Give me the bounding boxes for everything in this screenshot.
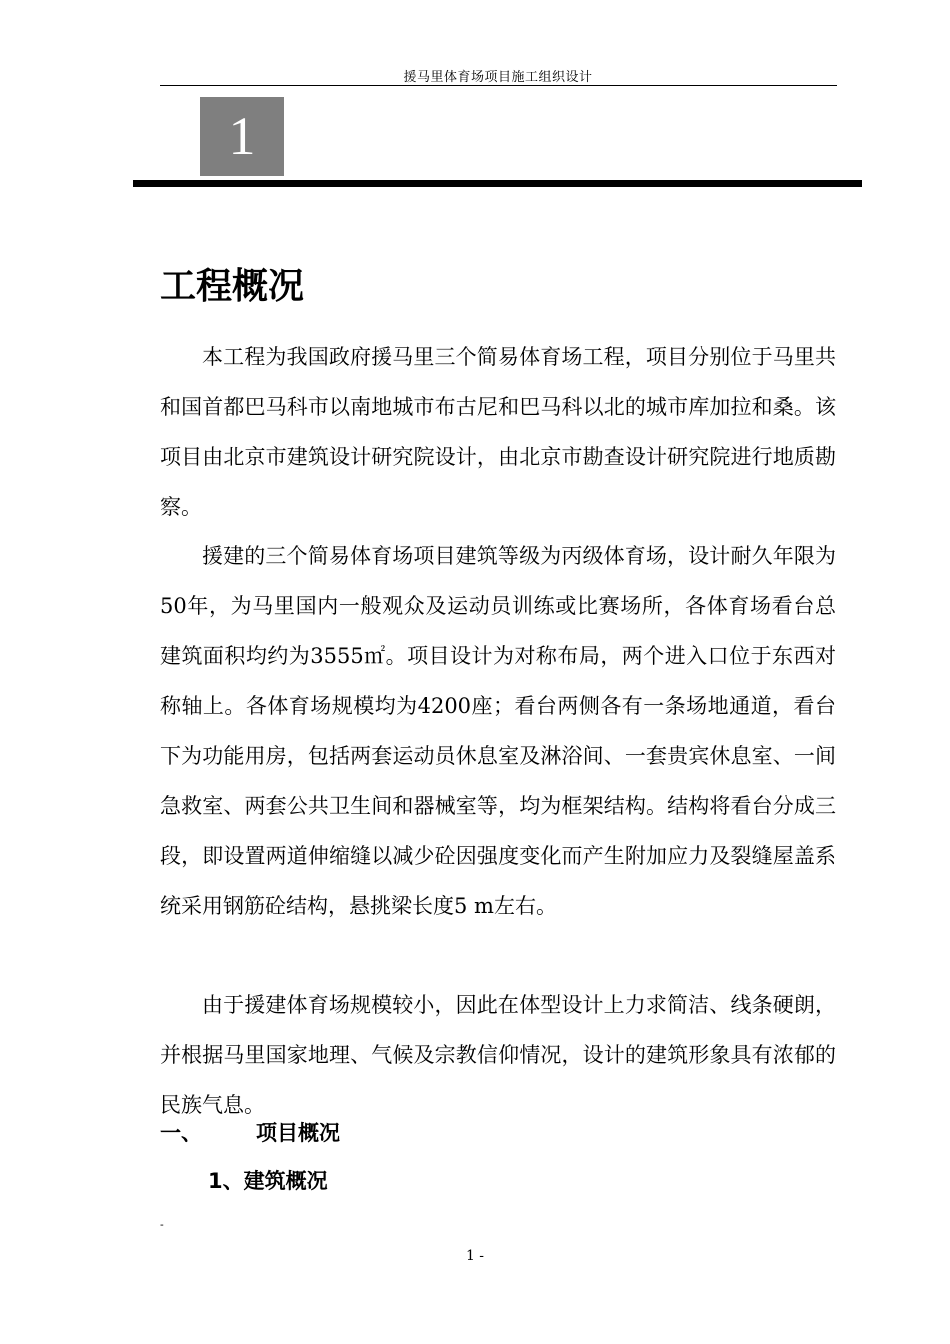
page-header-title: 援马里体育场项目施工组织设计 (403, 70, 593, 85)
footer-dash: - (160, 1218, 164, 1231)
chapter-divider (133, 180, 862, 187)
chapter-title: 工程概况 (160, 266, 305, 307)
paragraph-2: 援建的三个简易体育场项目建筑等级为丙级体育场，设计耐久年限为50年，为马里国内一般观众及运动员训练或比赛场所，各体育场看台总建筑面积均约为3555㎡。项目设计为对称布局，两个进入口位于东西对称轴上。各体育场规模均为4200座；看台两侧各有一条场地通道，看台下为功能用房，包括两套运动员休息室及淋浴间、一套贵宾休息室、一间急救室、两套公共卫生间和器械室等，均为框架结构。结构将看台分成三段，即设置两道伸缩缝以减少砼因强度变化而产生附加应力及裂缝屋盖系统采用钢筋砼结构，悬挑梁长度5 m左右。 (160, 544, 836, 918)
paragraph-1: 本工程为我国政府援马里三个简易体育场工程，项目分别位于马里共和国首都巴马科市以南地城市布古尼和巴马科以北的城市库加拉和桑。该项目由北京市建筑设计研究院设计，由北京市勘查设计研究院进行地质勘察。 (160, 345, 836, 519)
subsection-heading-1-1: 1、建筑概况 (208, 1169, 328, 1193)
paragraph-3: 由于援建体育场规模较小，因此在体型设计上力求简洁、线条硬朗，并根据马里国家地理、气候及宗教信仰情况，设计的建筑形象具有浓郁的民族气息。 (160, 993, 836, 1117)
header-rule (160, 85, 837, 86)
section-title: 项目概况 (256, 1121, 340, 1145)
page-number: 1 - (465, 1248, 485, 1264)
section-number: 一、 (160, 1121, 202, 1145)
section-heading-1 (160, 1110, 340, 1156)
chapter-number-box: 1 (200, 97, 284, 176)
